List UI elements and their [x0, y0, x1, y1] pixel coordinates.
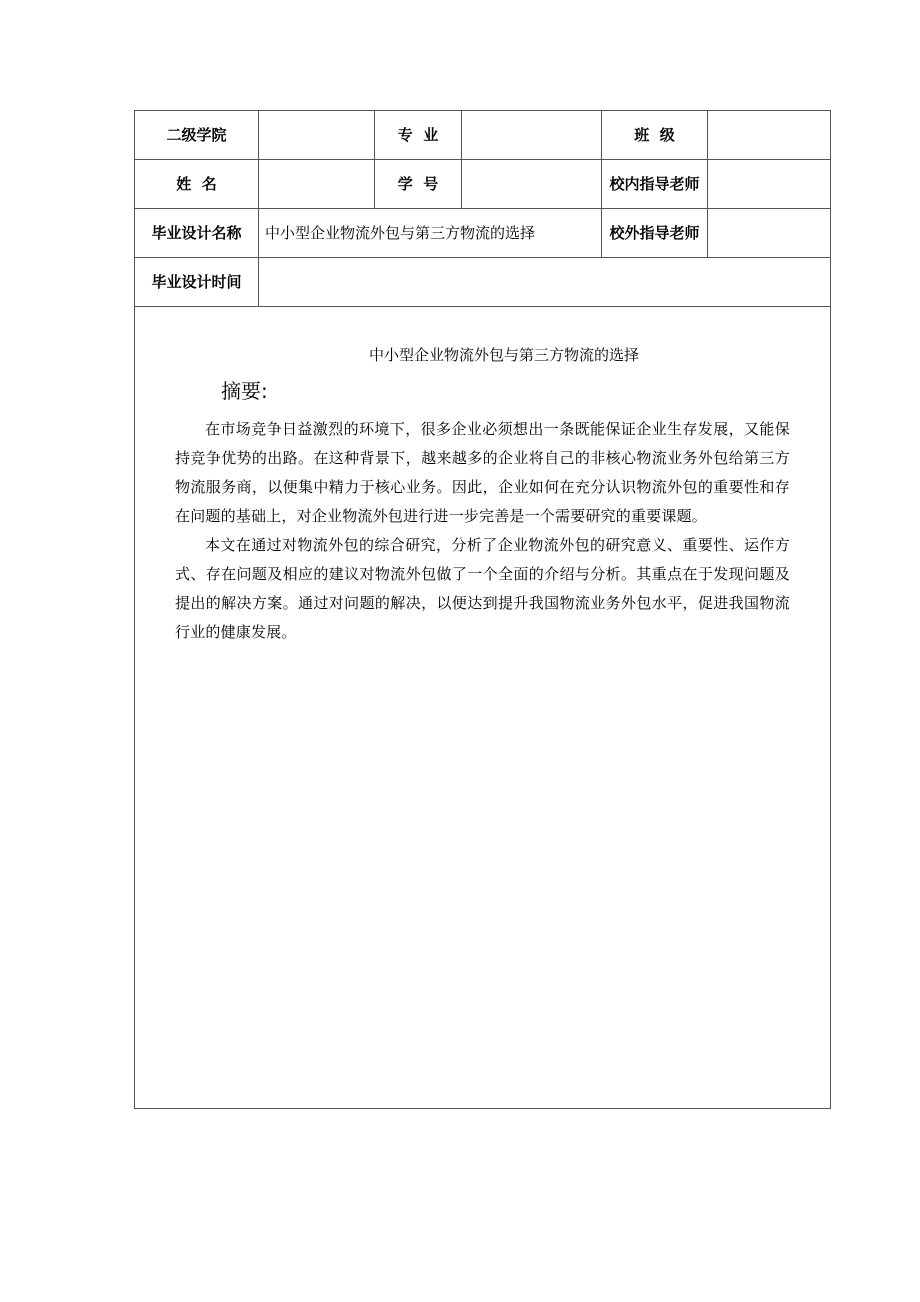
form-row-design-time [135, 258, 831, 307]
internal-advisor-field[interactable] [708, 160, 831, 209]
design-name-field[interactable]: 中小型企业物流外包与第三方物流的选择 [259, 209, 602, 258]
college-label: 二级学院 [135, 111, 259, 160]
abstract-content-area [135, 307, 831, 1109]
name-label: 姓 名 [135, 160, 259, 209]
student-id-field[interactable] [462, 160, 602, 209]
external-advisor-label: 校外指导老师 [602, 209, 708, 258]
design-name-label: 毕业设计名称 [135, 209, 259, 258]
major-field[interactable] [462, 111, 602, 160]
abstract-heading: 摘要: [221, 379, 268, 403]
design-time-field[interactable] [259, 258, 831, 307]
external-advisor-field[interactable] [708, 209, 831, 258]
student-id-label: 学 号 [375, 160, 462, 209]
thesis-form-table [134, 110, 831, 1109]
form-row-college [135, 111, 831, 160]
abstract-title: 中小型企业物流外包与第三方物流的选择 [369, 346, 640, 364]
name-field[interactable] [259, 160, 375, 209]
abstract-paragraph-2: 本文在通过对物流外包的综合研究，分析了企业物流外包的研究意义、重要性、运作方式、存在问题及相应的建议对物流外包做了一个全面的介绍与分析。其重点在于发现问题及提出的解决方案。通过对问题的解决，以便达到提升我国物流业务外包水平，促进我国物流行业的健康发展。 [175, 536, 790, 641]
major-label: 专 业 [375, 111, 462, 160]
abstract-section [135, 307, 830, 647]
class-label: 班 级 [602, 111, 708, 160]
abstract-paragraph-1: 在市场竞争日益激烈的环境下，很多企业必须想出一条既能保证企业生存发展，又能保持竞争优势的出路。在这种背景下，越来越多的企业将自己的非核心物流业务外包给第三方物流服务商，以便集中精力于核心业务。因此，企业如何在充分认识物流外包的重要性和存在问题的基础上，对企业物流外包进行进一步完善是一个需要研究的重要课题。 [175, 420, 790, 525]
internal-advisor-label: 校内指导老师 [602, 160, 708, 209]
college-field[interactable] [259, 111, 375, 160]
class-field[interactable] [708, 111, 831, 160]
design-time-label: 毕业设计时间 [135, 258, 259, 307]
form-row-content [135, 307, 831, 1109]
form-row-name [135, 160, 831, 209]
form-row-design-name [135, 209, 831, 258]
